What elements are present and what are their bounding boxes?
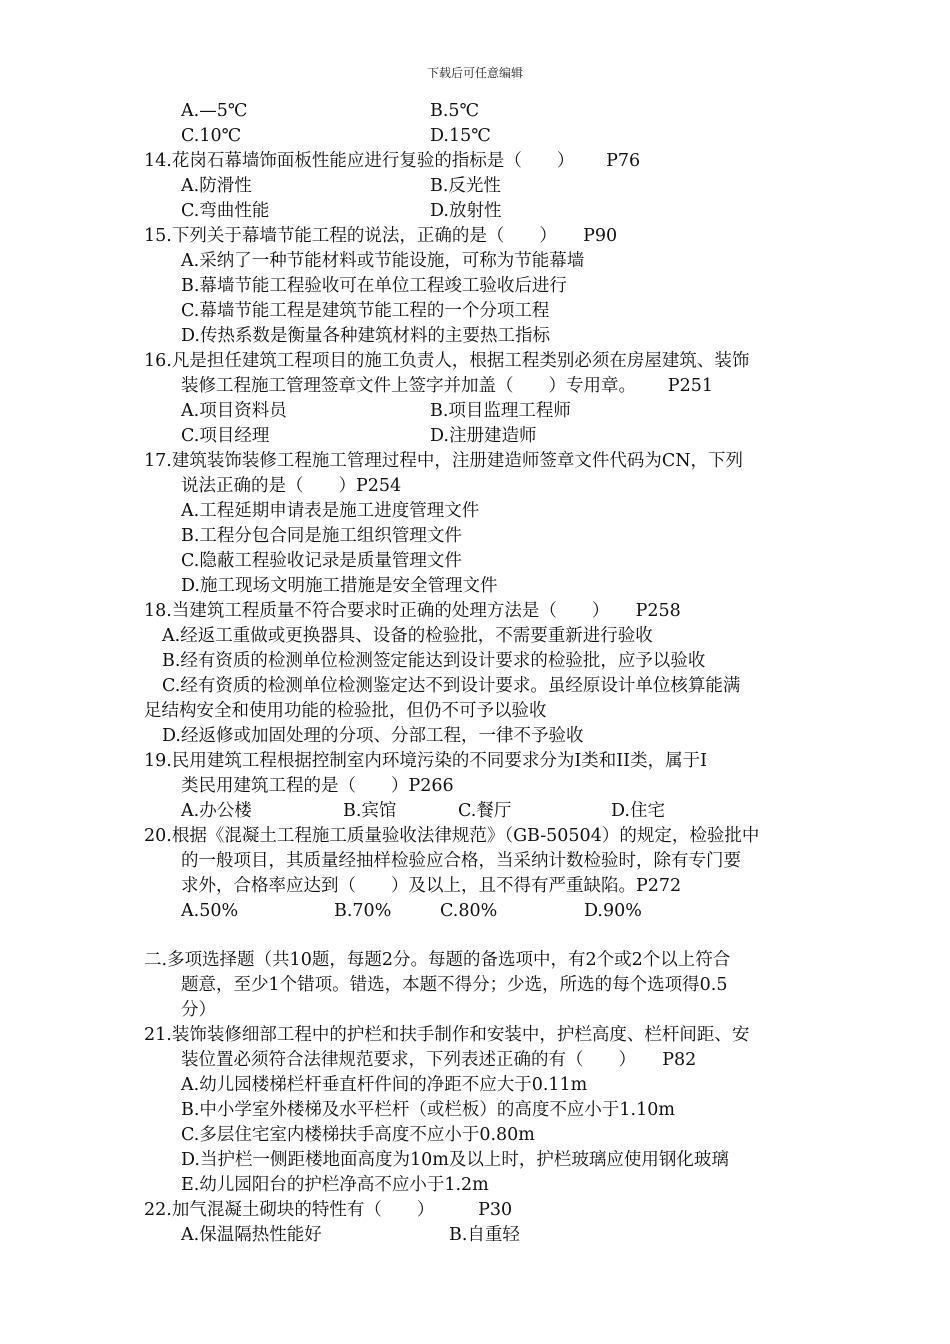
q21-stem-line1: 21.装饰装修细部工程中的护栏和扶手制作和安装中，护栏高度、栏杆间距、安 bbox=[144, 1025, 750, 1045]
q17-stem-line2: 说法正确的是（ ）P254 bbox=[181, 476, 402, 496]
q15-option-d: D.传热系数是衡量各种建筑材料的主要热工指标 bbox=[181, 326, 550, 346]
q15-option-b: B.幕墙节能工程验收可在单位工程竣工验收后进行 bbox=[181, 276, 567, 296]
section2-heading-line1: 二.多项选择题（共10题，每题2分。每题的备选项中，有2个或2个以上符合 bbox=[144, 950, 731, 970]
q13-option-b: B.5℃ bbox=[430, 101, 480, 121]
q15-option-a: A.采纳了一种节能材料或节能设施，可称为节能幕墙 bbox=[181, 251, 585, 271]
q19-option-a: A.办公楼 bbox=[181, 801, 252, 821]
q16-option-c: C.项目经理 bbox=[181, 426, 270, 446]
q14-option-d: D.放射性 bbox=[430, 201, 502, 221]
q14-option-c: C.弯曲性能 bbox=[181, 201, 270, 221]
q13-option-c: C.10℃ bbox=[181, 126, 242, 146]
q16-option-d: D.注册建造师 bbox=[430, 426, 537, 446]
q14-stem: 14.花岗石幕墙饰面板性能应进行复验的指标是（ ） P76 bbox=[144, 151, 641, 171]
q13-option-d: D.15℃ bbox=[430, 126, 491, 146]
q22-option-a: A.保温隔热性能好 bbox=[181, 1225, 322, 1245]
page-header: 下载后可任意编辑 bbox=[426, 66, 523, 80]
q21-stem-line2: 装位置必须符合法律规范要求，下列表述正确的有（ ） P82 bbox=[181, 1050, 697, 1070]
q18-option-c-line1: C.经有资质的检测单位检测鉴定达不到设计要求。虽经原设计单位核算能满 bbox=[162, 676, 741, 696]
q22-option-b: B.自重轻 bbox=[449, 1225, 520, 1245]
q17-option-b: B.工程分包合同是施工组织管理文件 bbox=[181, 526, 462, 546]
q18-option-a: A.经返工重做或更换器具、设备的检验批，不需要重新进行验收 bbox=[162, 626, 653, 646]
q19-stem-line2: 类民用建筑工程的是（ ）P266 bbox=[181, 776, 454, 796]
q20-option-b: B.70% bbox=[334, 901, 392, 921]
q16-option-a: A.项目资料员 bbox=[181, 401, 287, 421]
q21-option-a: A.幼儿园楼梯栏杆垂直杆件间的净距不应大于0.11m bbox=[181, 1075, 588, 1095]
q20-stem-line1: 20.根据《混凝土工程施工质量验收法律规范》（GB-50504）的规定，检验批中 bbox=[144, 826, 760, 846]
q20-stem-line3: 求外，合格率应达到（ ）及以上，且不得有严重缺陷。P272 bbox=[181, 876, 682, 896]
q20-option-a: A.50% bbox=[181, 901, 239, 921]
q17-stem-line1: 17.建筑装饰装修工程施工管理过程中，注册建造师签章文件代码为CN，下列 bbox=[144, 451, 744, 471]
q18-option-d: D.经返修或加固处理的分项、分部工程，一律不予验收 bbox=[162, 726, 584, 746]
q20-option-c: C.80% bbox=[440, 901, 498, 921]
q15-option-c: C.幕墙节能工程是建筑节能工程的一个分项工程 bbox=[181, 301, 550, 321]
q14-option-a: A.防滑性 bbox=[181, 176, 252, 196]
q21-option-b: B.中小学室外楼梯及水平栏杆（或栏板）的高度不应小于1.10m bbox=[181, 1100, 675, 1120]
q13-option-a: A.—5℃ bbox=[181, 101, 248, 121]
q20-option-d: D.90% bbox=[584, 901, 642, 921]
q19-option-c: C.餐厅 bbox=[458, 801, 512, 821]
q17-option-c: C.隐蔽工程验收记录是质量管理文件 bbox=[181, 551, 462, 571]
q21-option-e: E.幼儿园阳台的护栏净高不应小于1.2m bbox=[181, 1175, 489, 1195]
q17-option-d: D.施工现场文明施工措施是安全管理文件 bbox=[181, 576, 498, 596]
q21-option-c: C.多层住宅室内楼梯扶手高度不应小于0.80m bbox=[181, 1125, 535, 1145]
q19-option-b: B.宾馆 bbox=[343, 801, 397, 821]
q18-stem: 18.当建筑工程质量不符合要求时正确的处理方法是（ ） P258 bbox=[144, 601, 681, 621]
q18-option-b: B.经有资质的检测单位检测签定能达到设计要求的检验批，应予以验收 bbox=[162, 651, 706, 671]
q16-option-b: B.项目监理工程师 bbox=[430, 401, 571, 421]
section2-heading-line3: 分） bbox=[181, 1000, 216, 1020]
q16-stem-line1: 16.凡是担任建筑工程项目的施工负责人，根据工程类别必须在房屋建筑、装饰 bbox=[144, 351, 750, 371]
q15-stem: 15.下列关于幕墙节能工程的说法，正确的是（ ） P90 bbox=[144, 226, 618, 246]
q14-option-b: B.反光性 bbox=[430, 176, 501, 196]
q19-option-d: D.住宅 bbox=[611, 801, 665, 821]
q16-stem-line2: 装修工程施工管理签章文件上签字并加盖（ ）专用章。 P251 bbox=[181, 376, 713, 396]
q21-option-d: D.当护栏一侧距楼地面高度为10m及以上时，护栏玻璃应使用钢化玻璃 bbox=[181, 1150, 729, 1170]
q22-stem: 22.加气混凝土砌块的特性有（ ） P30 bbox=[144, 1200, 513, 1220]
q20-stem-line2: 的一般项目，其质量经抽样检验应合格，当采纳计数检验时，除有专门要 bbox=[181, 851, 741, 871]
q17-option-a: A.工程延期申请表是施工进度管理文件 bbox=[181, 501, 480, 521]
q18-option-c-line2: 足结构安全和使用功能的检验批，但仍不可予以验收 bbox=[144, 701, 547, 721]
q19-stem-line1: 19.民用建筑工程根据控制室内环境污染的不同要求分为I类和II类，属于I bbox=[144, 751, 707, 771]
section2-heading-line2: 题意，至少1个错项。错选，本题不得分；少选，所选的每个选项得0.5 bbox=[181, 975, 728, 995]
